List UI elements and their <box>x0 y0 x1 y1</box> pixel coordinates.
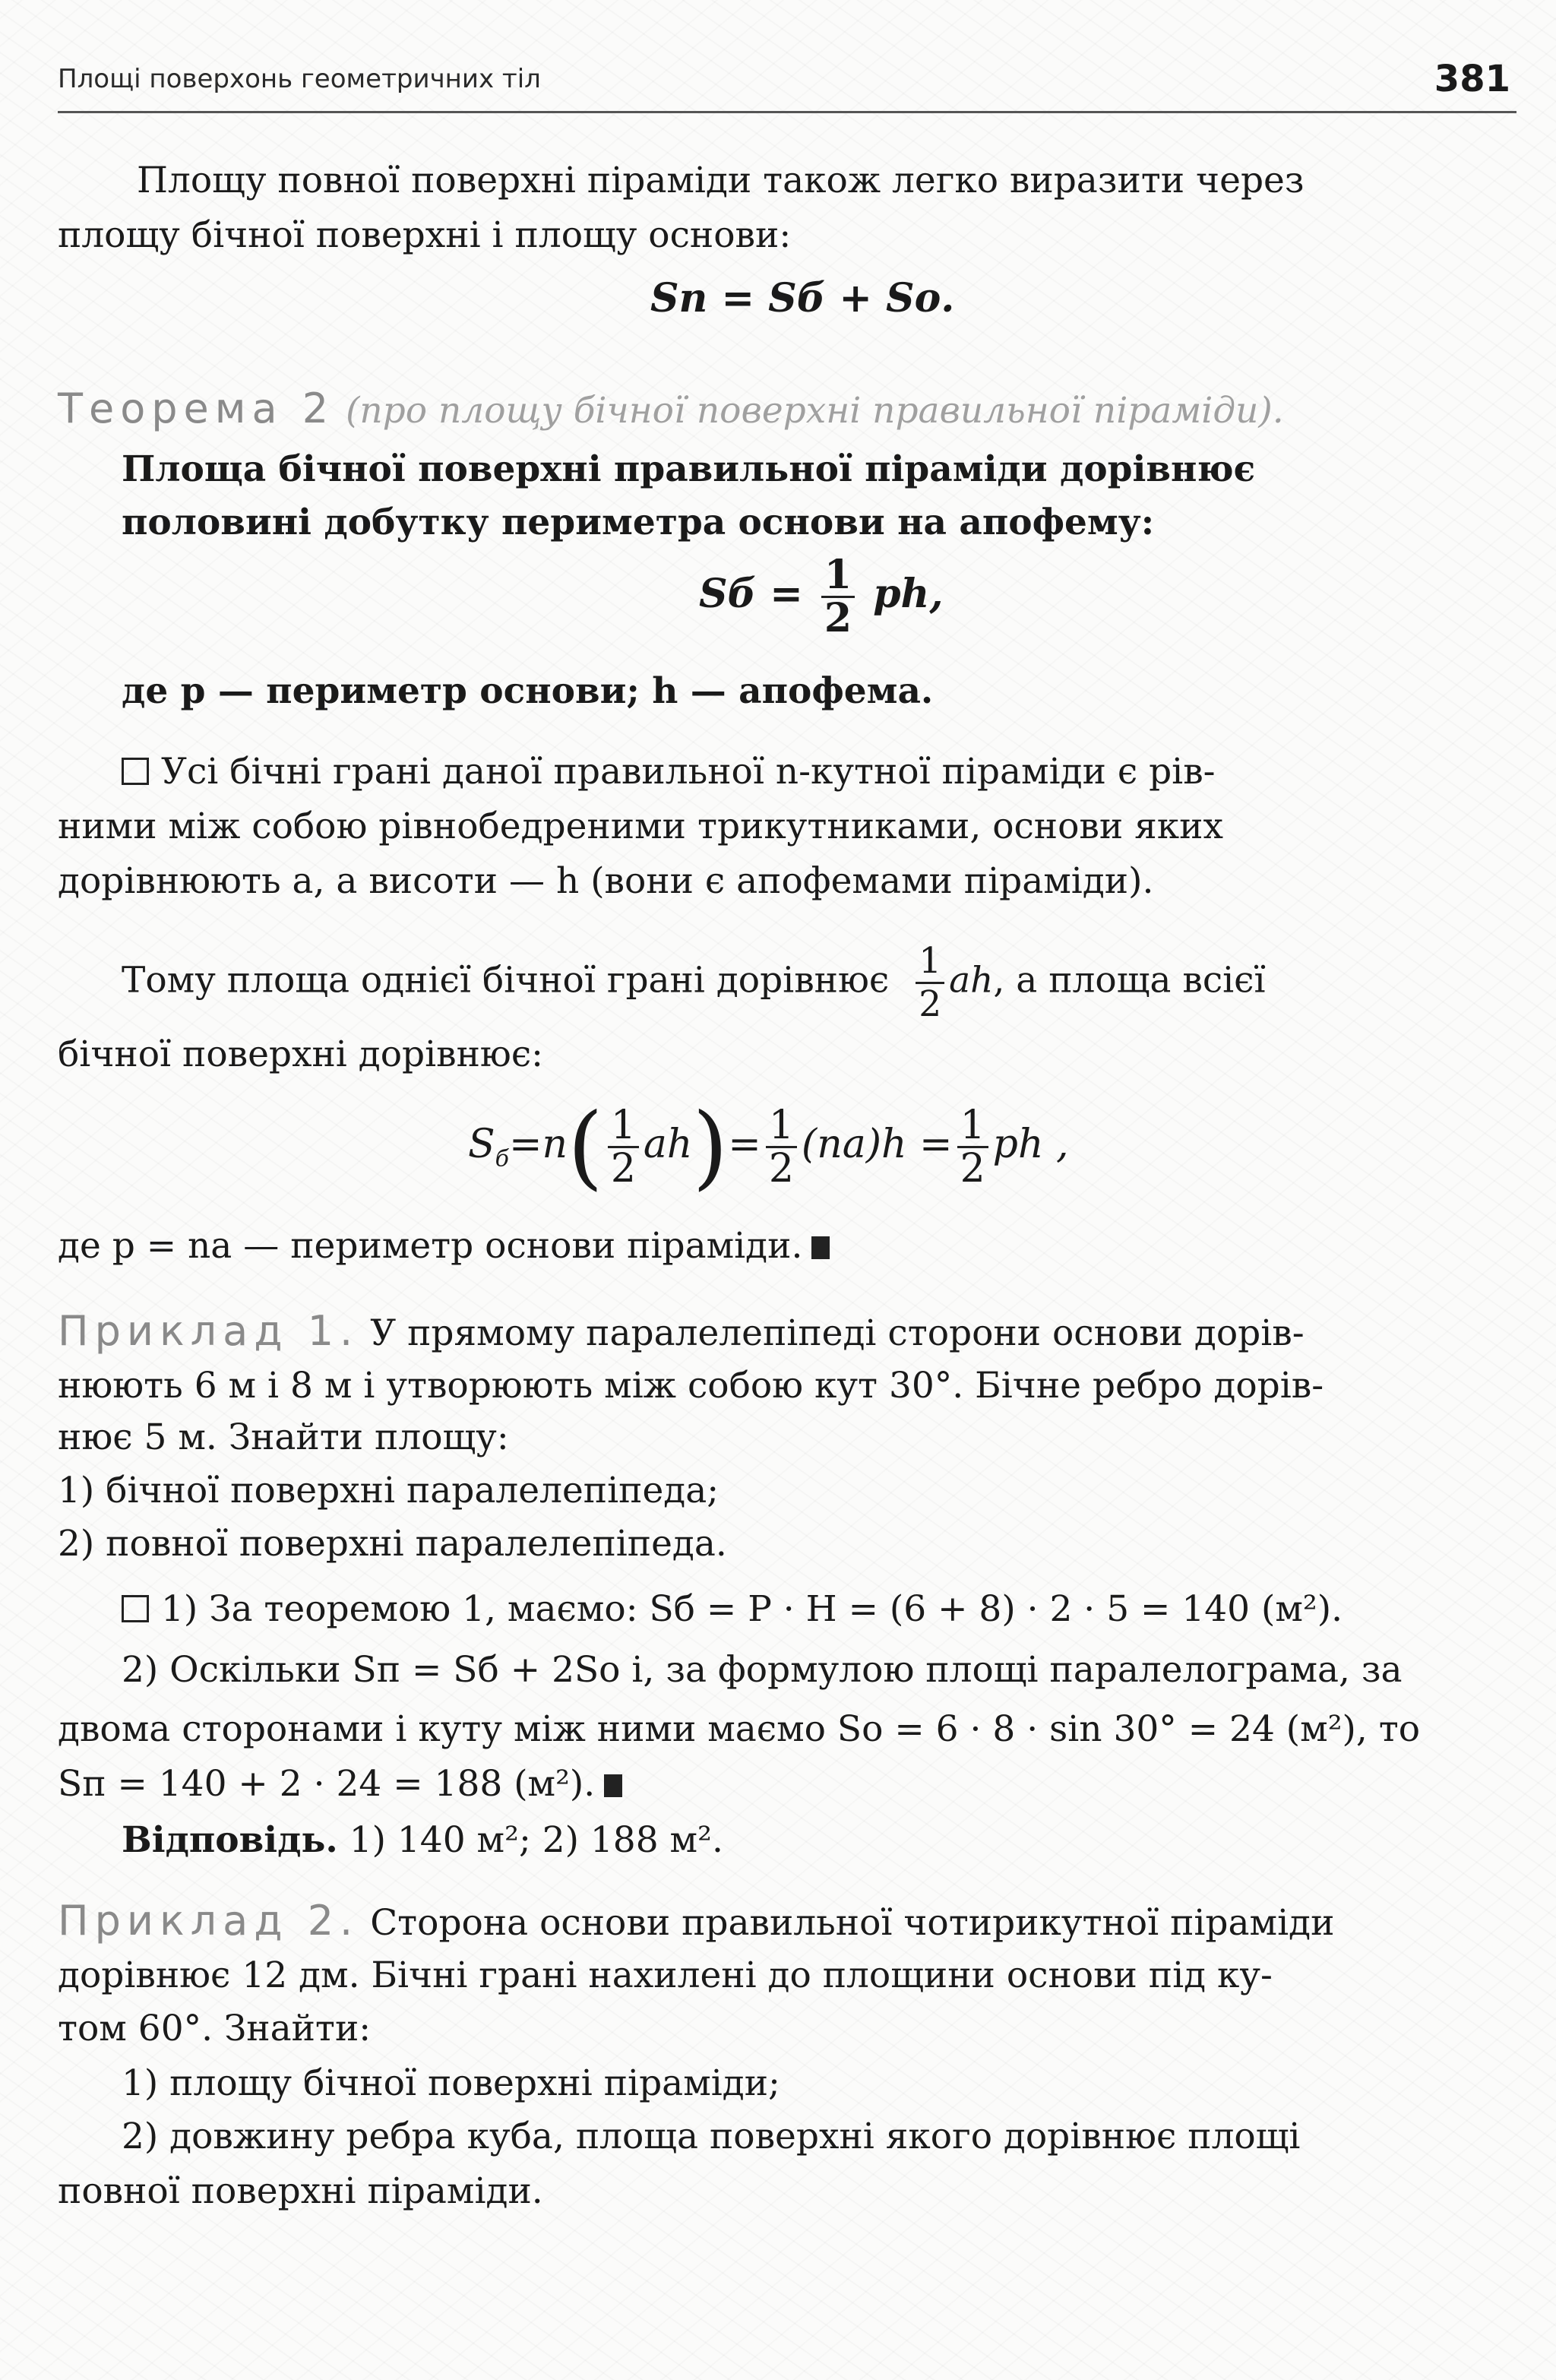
example1-line: нюють 6 м і 8 м і утворюють між собою кут 30°. Бічне ребро дорів- <box>58 1365 1324 1407</box>
running-header: Площі поверхонь геометричних тіл <box>58 64 541 94</box>
example1-solution-1 <box>122 1587 1343 1632</box>
proof-line-1 <box>122 749 1216 795</box>
solution-start-square-icon <box>122 1595 149 1622</box>
example2-text: Сторона основи правильної чотирикутної піраміди <box>370 1902 1335 1944</box>
formula-proof-derivation: $S_б=n$( $\frac{1}{2}$ ah)= $\frac{1}{2}$ (na)h = $\frac{1}{2}$ ph , <box>468 1094 1069 1200</box>
solution-text: Sп = 140 + 2 · 24 = 188 (м²). <box>58 1763 596 1805</box>
proof-line: дорівнюють a, а висоти — h (вони є апофемами піраміди). <box>58 860 1154 902</box>
fraction: $\frac{1}{2}$ <box>957 1105 988 1189</box>
fraction: $\frac{1}{2}$ <box>766 1105 797 1189</box>
example1-line-1 <box>58 1309 1305 1356</box>
fraction-one-half <box>821 552 855 641</box>
formula-lhs: Sб = <box>699 571 803 617</box>
answer-text: 1) 140 м²; 2) 188 м². <box>349 1819 723 1861</box>
theorem-line: Площа бічної поверхні правильної піраміди дорівнює <box>122 448 1256 490</box>
proof-line-4 <box>122 941 1266 1025</box>
theorem-where: де p — периметр основи; h — апофема. <box>122 670 934 712</box>
solution-text: 1) За теоремою 1, маємо: Sб = P · H = (6 + 8) · 2 · 5 = 140 (м²). <box>161 1588 1343 1630</box>
paragraph-line: Площу повної поверхні піраміди також легко виразити через <box>137 160 1305 201</box>
example1-solution-4 <box>58 1761 622 1807</box>
example1-item: 1) бічної поверхні паралелепіпеда; <box>58 1470 719 1511</box>
paragraph-line: площу бічної поверхні і площу основи: <box>58 214 792 256</box>
proof-conclusion-text: де p = na — периметр основи піраміди. <box>58 1225 803 1267</box>
theorem-heading <box>58 386 1284 434</box>
proof-line-text: , а площа всієї <box>993 959 1266 1002</box>
formula-lateral-area <box>699 552 944 641</box>
solution-end-square-icon <box>604 1774 622 1797</box>
proof-line: ними між собою рівнобедреними трикутниками, основи яких <box>58 805 1224 847</box>
example2-line: том 60°. Знайти: <box>58 2008 372 2049</box>
example2-item: 2) довжину ребра куба, площа поверхні якого дорівнює площі <box>122 2116 1301 2157</box>
example2-line-1 <box>58 1898 1334 1946</box>
answer-label: Відповідь. <box>122 1819 338 1861</box>
fraction: $\frac{1}{2}$ <box>608 1105 639 1189</box>
theorem-label: Теорема 2 <box>58 385 335 432</box>
formula-rhs: ph, <box>873 571 944 617</box>
formula-total-area: Sп = Sб + Sо. <box>650 275 955 321</box>
example2-item: 1) площу бічної поверхні піраміди; <box>122 2062 780 2104</box>
theorem-note: (про площу бічної поверхні правильної піраміди). <box>346 390 1284 432</box>
paren-left: ( <box>568 1094 603 1200</box>
example1-item: 2) повної поверхні паралелепіпеда. <box>58 1523 727 1565</box>
fraction-denominator: 2 <box>824 595 852 641</box>
fraction-denominator: 2 <box>919 983 942 1025</box>
fraction-numerator: 1 <box>916 941 944 984</box>
example1-line: нює 5 м. Знайти площу: <box>58 1416 509 1458</box>
page-number: 381 <box>1434 58 1510 100</box>
example2-line: дорівнює 12 дм. Бічні грані нахилені до площини основи під ку- <box>58 1954 1273 1996</box>
fraction-half-ah <box>916 941 944 1025</box>
example1-solution: двома сторонами і куту між ними маємо Sо = 6 · 8 · sin 30° = 24 (м²), то <box>58 1708 1421 1750</box>
proof-end-square-icon <box>811 1236 830 1259</box>
example1-solution: 2) Оскільки Sп = Sб + 2Sо і, за формулою площі паралелограма, за <box>122 1649 1403 1691</box>
proof-line-text: Усі бічні грані даної правильної n-кутної піраміди є рів- <box>161 751 1216 793</box>
paren-right: ) <box>692 1094 729 1200</box>
fraction-numerator: 1 <box>821 555 855 598</box>
example1-text: У прямому паралелепіпеді сторони основи дорів- <box>370 1312 1305 1354</box>
math-sb: $S_б=n$ <box>468 1122 568 1173</box>
theorem-line: половині добутку периметра основи на апофему: <box>122 502 1155 543</box>
header-rule <box>58 111 1516 113</box>
math-ah: ah <box>949 959 994 1002</box>
proof-line: бічної поверхні дорівнює: <box>58 1033 543 1075</box>
proof-start-square-icon <box>122 758 149 785</box>
proof-line-text: Тому площа однієї бічної грані дорівнює <box>122 959 890 1002</box>
proof-conclusion <box>58 1223 830 1269</box>
example2-item: повної поверхні піраміди. <box>58 2170 543 2212</box>
example1-label: Приклад 1. <box>58 1307 359 1355</box>
example1-answer <box>122 1818 723 1863</box>
example2-label: Приклад 2. <box>58 1897 359 1945</box>
